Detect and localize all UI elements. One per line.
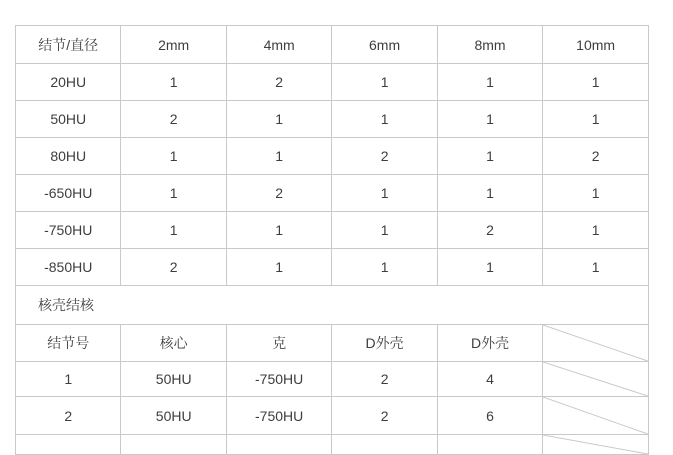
table-cell: 1 (437, 138, 542, 175)
table-cell: 2 (121, 249, 226, 286)
table-cell: 1 (437, 101, 542, 138)
table-cell: 2 (543, 138, 649, 175)
table-row-80hu (16, 138, 649, 175)
table-cell: 2 (226, 175, 331, 212)
column-header-nodule-diameter: 结节/直径 (16, 26, 121, 64)
column-header-d-shell-1: D外壳 (332, 325, 437, 362)
table-cell: 50HU (121, 362, 226, 397)
table-cell: 1 (226, 249, 331, 286)
table-cell: 50HU (121, 397, 226, 435)
table-cell: 1 (332, 101, 437, 138)
row-label: 50HU (16, 101, 121, 138)
section-row (16, 286, 649, 325)
column-header-8mm: 8mm (437, 26, 542, 64)
table-row-neg850hu (16, 249, 649, 286)
diagonal-slash-icon (543, 397, 648, 434)
table-cell: 1 (332, 249, 437, 286)
table-cell: 1 (121, 212, 226, 249)
table-cell: 2 (226, 64, 331, 101)
table-cell: 1 (226, 138, 331, 175)
table-cell: 1 (437, 175, 542, 212)
document-sheet (15, 25, 649, 455)
column-header-2mm: 2mm (121, 26, 226, 64)
table-cell (226, 435, 331, 455)
column-header-core: 核心 (121, 325, 226, 362)
column-header-4mm: 4mm (226, 26, 331, 64)
table-cell (437, 435, 542, 455)
table-cell: 1 (437, 249, 542, 286)
table-cell: 2 (16, 397, 121, 435)
table-cell: 1 (332, 64, 437, 101)
partial-row (16, 435, 649, 455)
table-cell: 1 (121, 64, 226, 101)
table-cell: 1 (543, 212, 649, 249)
core-shell-row-1 (16, 362, 649, 397)
table-row-20hu (16, 64, 649, 101)
table-cell: 6 (437, 397, 542, 435)
table-cell: 1 (16, 362, 121, 397)
table-cell: 1 (543, 175, 649, 212)
table-cell: 1 (543, 64, 649, 101)
table-cell (332, 435, 437, 455)
table-cell: 1 (543, 101, 649, 138)
table-cell (121, 435, 226, 455)
column-header-d-shell-2: D外壳 (437, 325, 542, 362)
diagonal-slash-icon (543, 325, 648, 361)
diagonal-cell (543, 325, 649, 362)
table-cell: 2 (332, 138, 437, 175)
section-label: 核壳结核 (16, 286, 649, 325)
table-cell: 2 (332, 397, 437, 435)
column-header-nodule-number: 结节号 (16, 325, 121, 362)
nodule-diameter-table (15, 25, 649, 455)
column-header-ke: 克 (226, 325, 331, 362)
diagonal-cell (543, 397, 649, 435)
diagonal-cell (543, 435, 649, 455)
table-cell: 1 (332, 175, 437, 212)
core-shell-row-2 (16, 397, 649, 435)
table-cell: 1 (437, 64, 542, 101)
column-header-6mm: 6mm (332, 26, 437, 64)
table-row-neg750hu (16, 212, 649, 249)
table-cell: 4 (437, 362, 542, 397)
table-cell: 1 (121, 175, 226, 212)
table-cell: 1 (226, 101, 331, 138)
row-label: -850HU (16, 249, 121, 286)
table-cell: 1 (121, 138, 226, 175)
table-row-neg650hu (16, 175, 649, 212)
table-cell: 2 (121, 101, 226, 138)
diagonal-cell (543, 362, 649, 397)
table-cell: 2 (437, 212, 542, 249)
row-label: 20HU (16, 64, 121, 101)
column-header-10mm: 10mm (543, 26, 649, 64)
table-cell (16, 435, 121, 455)
diagonal-slash-icon (543, 362, 648, 396)
table-cell: -750HU (226, 397, 331, 435)
nodule-table-header-row (16, 26, 649, 64)
row-label: -650HU (16, 175, 121, 212)
row-label: 80HU (16, 138, 121, 175)
diagonal-slash-icon (543, 435, 648, 454)
table-cell: 2 (332, 362, 437, 397)
table-cell: 1 (332, 212, 437, 249)
core-shell-header-row (16, 325, 649, 362)
row-label: -750HU (16, 212, 121, 249)
table-cell: 1 (226, 212, 331, 249)
table-row-50hu (16, 101, 649, 138)
table-cell: -750HU (226, 362, 331, 397)
table-cell: 1 (543, 249, 649, 286)
